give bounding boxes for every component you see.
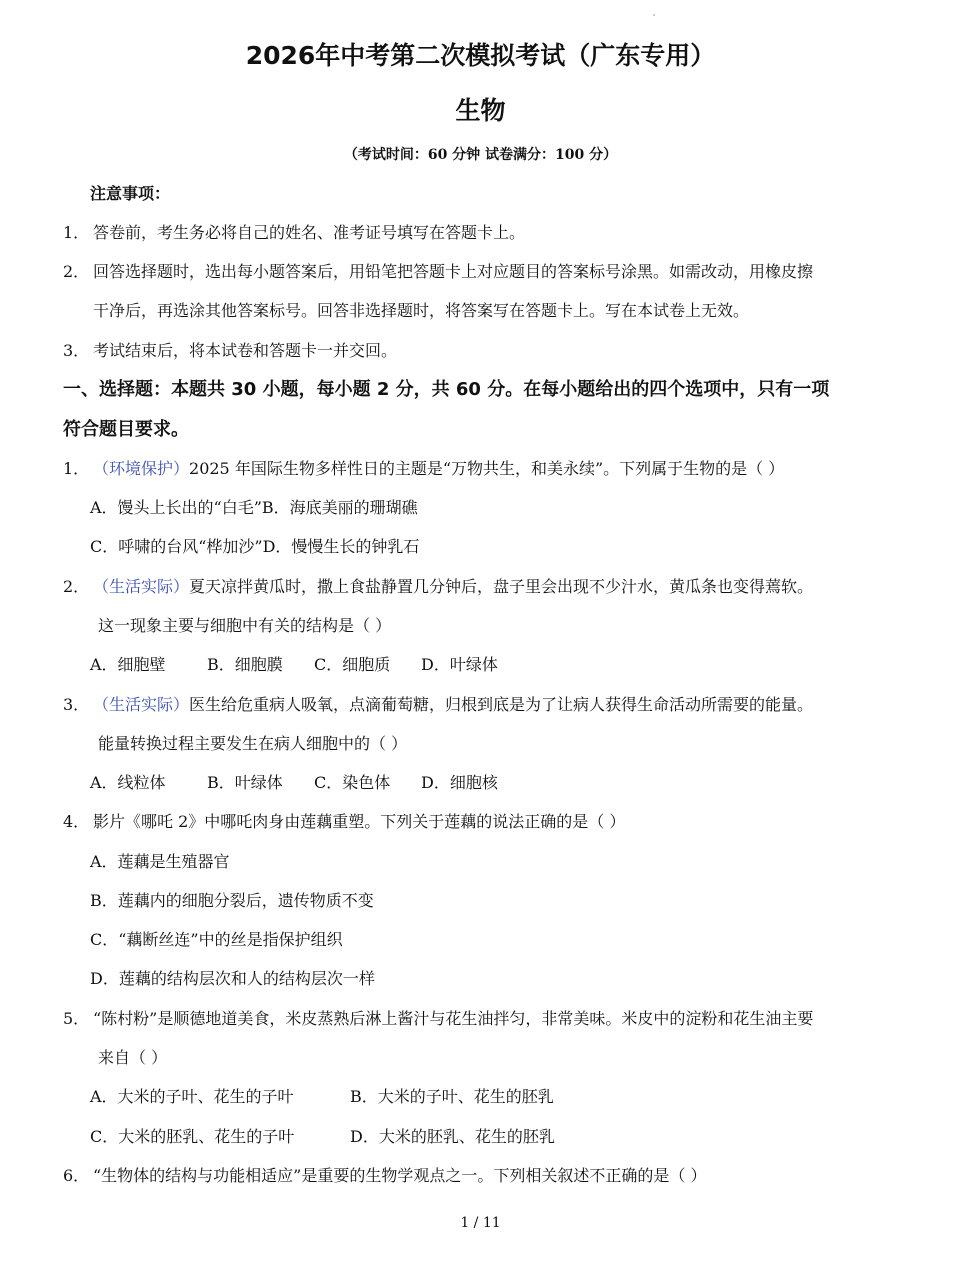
question-6 <box>63 1165 706 1187</box>
question-2 <box>63 576 813 598</box>
question-text: 2025 年国际生物多样性日的主题是“万物共生，和美永续”。下列属于生物的是（ ） <box>189 459 785 478</box>
question-3-options <box>90 772 498 794</box>
option-b: B．叶绿体 <box>207 773 283 792</box>
question-5-continued: 来自（ ） <box>98 1048 168 1067</box>
question-number: 4． <box>63 812 90 831</box>
option-c: C．细胞质 <box>314 655 391 674</box>
option-a: A．线粒体 <box>90 773 166 792</box>
question-4-option-c: C．“藕断丝连”中的丝是指保护组织 <box>90 930 343 949</box>
exam-info: （考试时间：60 分钟 试卷满分：100 分） <box>343 147 618 163</box>
question-text: “陈村粉”是顺德地道美食，米皮蒸熟后淋上酱汁与花生油拌匀，非常美味。米皮中的淀粉和花生油主要 <box>93 1009 814 1028</box>
page-title: 2026年中考第二次模拟考试（广东专用） <box>245 41 716 70</box>
notes-heading: 注意事项： <box>90 184 171 203</box>
question-1-options-line-2: C．呼啸的台风“桦加沙”D．慢慢生长的钟乳石 <box>90 537 420 556</box>
option-d: D．细胞核 <box>421 773 498 792</box>
question-4-option-b: B．莲藕内的细胞分裂后，遗传物质不变 <box>90 891 374 910</box>
note-text: 回答选择题时，选出每小题答案后，用铅笔把答题卡上对应题目的答案标号涂黑。如需改动，用橡皮擦 <box>93 262 814 281</box>
scan-speck <box>653 14 655 16</box>
option-d: D．大米的胚乳、花生的胚乳 <box>350 1127 555 1146</box>
question-4 <box>63 811 625 833</box>
section-heading: 一、选择题：本题共 30 小题，每小题 2 分，共 60 分。在每小题给出的四个选项中，只有一项 <box>63 379 830 400</box>
question-2-options <box>90 654 498 676</box>
subject-title: 生物 <box>455 96 506 125</box>
note-item-3 <box>63 340 397 362</box>
question-1-options-line-1: A．馒头上长出的“白毛”B．海底美丽的珊瑚礁 <box>90 498 418 517</box>
question-5 <box>63 1008 813 1030</box>
option-c: C．染色体 <box>314 773 391 792</box>
option-c: C．大米的胚乳、花生的子叶 <box>90 1127 295 1146</box>
question-text: 夏天凉拌黄瓜时，撒上食盐静置几分钟后，盘子里会出现不少汁水，黄瓜条也变得蔫软。 <box>189 577 814 596</box>
question-5-options-row-1 <box>90 1086 554 1108</box>
question-number: 3． <box>63 695 90 714</box>
question-5-options-row-2 <box>90 1126 555 1148</box>
note-item-2-continued: 干净后，再选涂其他答案标号。回答非选择题时，将答案写在答题卡上。写在本试卷上无效。 <box>93 301 750 320</box>
question-3 <box>63 694 813 716</box>
option-a: A．大米的子叶、花生的子叶 <box>90 1087 294 1106</box>
question-text: 影片《哪吒 2》中哪吒肉身由莲藕重塑。下列关于莲藕的说法正确的是（ ） <box>93 812 626 831</box>
question-2-continued: 这一现象主要与细胞中有关的结构是（ ） <box>98 616 392 635</box>
note-number: 3． <box>63 341 90 360</box>
note-item-1 <box>63 222 525 244</box>
question-4-option-d: D．莲藕的结构层次和人的结构层次一样 <box>90 969 375 988</box>
option-b: B．大米的子叶、花生的胚乳 <box>350 1087 554 1106</box>
question-number: 2． <box>63 577 90 596</box>
question-4-option-a: A．莲藕是生殖器官 <box>90 852 230 871</box>
section-heading-continued: 符合题目要求。 <box>63 419 189 440</box>
question-text: “生物体的结构与功能相适应”是重要的生物学观点之一。下列相关叙述不正确的是（ ） <box>93 1166 707 1185</box>
note-text: 答卷前，考生务必将自己的姓名、准考证号填写在答题卡上。 <box>93 223 526 242</box>
option-a: A．细胞壁 <box>90 655 166 674</box>
note-item-2 <box>63 261 813 283</box>
question-number: 5． <box>63 1009 90 1028</box>
option-b: B．细胞膜 <box>207 655 283 674</box>
question-tag: （生活实际） <box>93 577 190 596</box>
question-number: 1． <box>63 459 90 478</box>
question-number: 6． <box>63 1166 90 1185</box>
page-number: 1 / 11 <box>460 1215 501 1231</box>
question-1 <box>63 458 784 480</box>
question-tag: （生活实际） <box>93 695 190 714</box>
note-text: 考试结束后，将本试卷和答题卡一并交回。 <box>93 341 398 360</box>
question-3-continued: 能量转换过程主要发生在病人细胞中的（ ） <box>98 734 408 753</box>
question-text: 医生给危重病人吸氧，点滴葡萄糖，归根到底是为了让病人获得生命活动所需要的能量。 <box>189 695 814 714</box>
question-tag: （环境保护） <box>93 459 190 478</box>
note-number: 2． <box>63 262 90 281</box>
note-number: 1． <box>63 223 90 242</box>
option-d: D．叶绿体 <box>421 655 498 674</box>
